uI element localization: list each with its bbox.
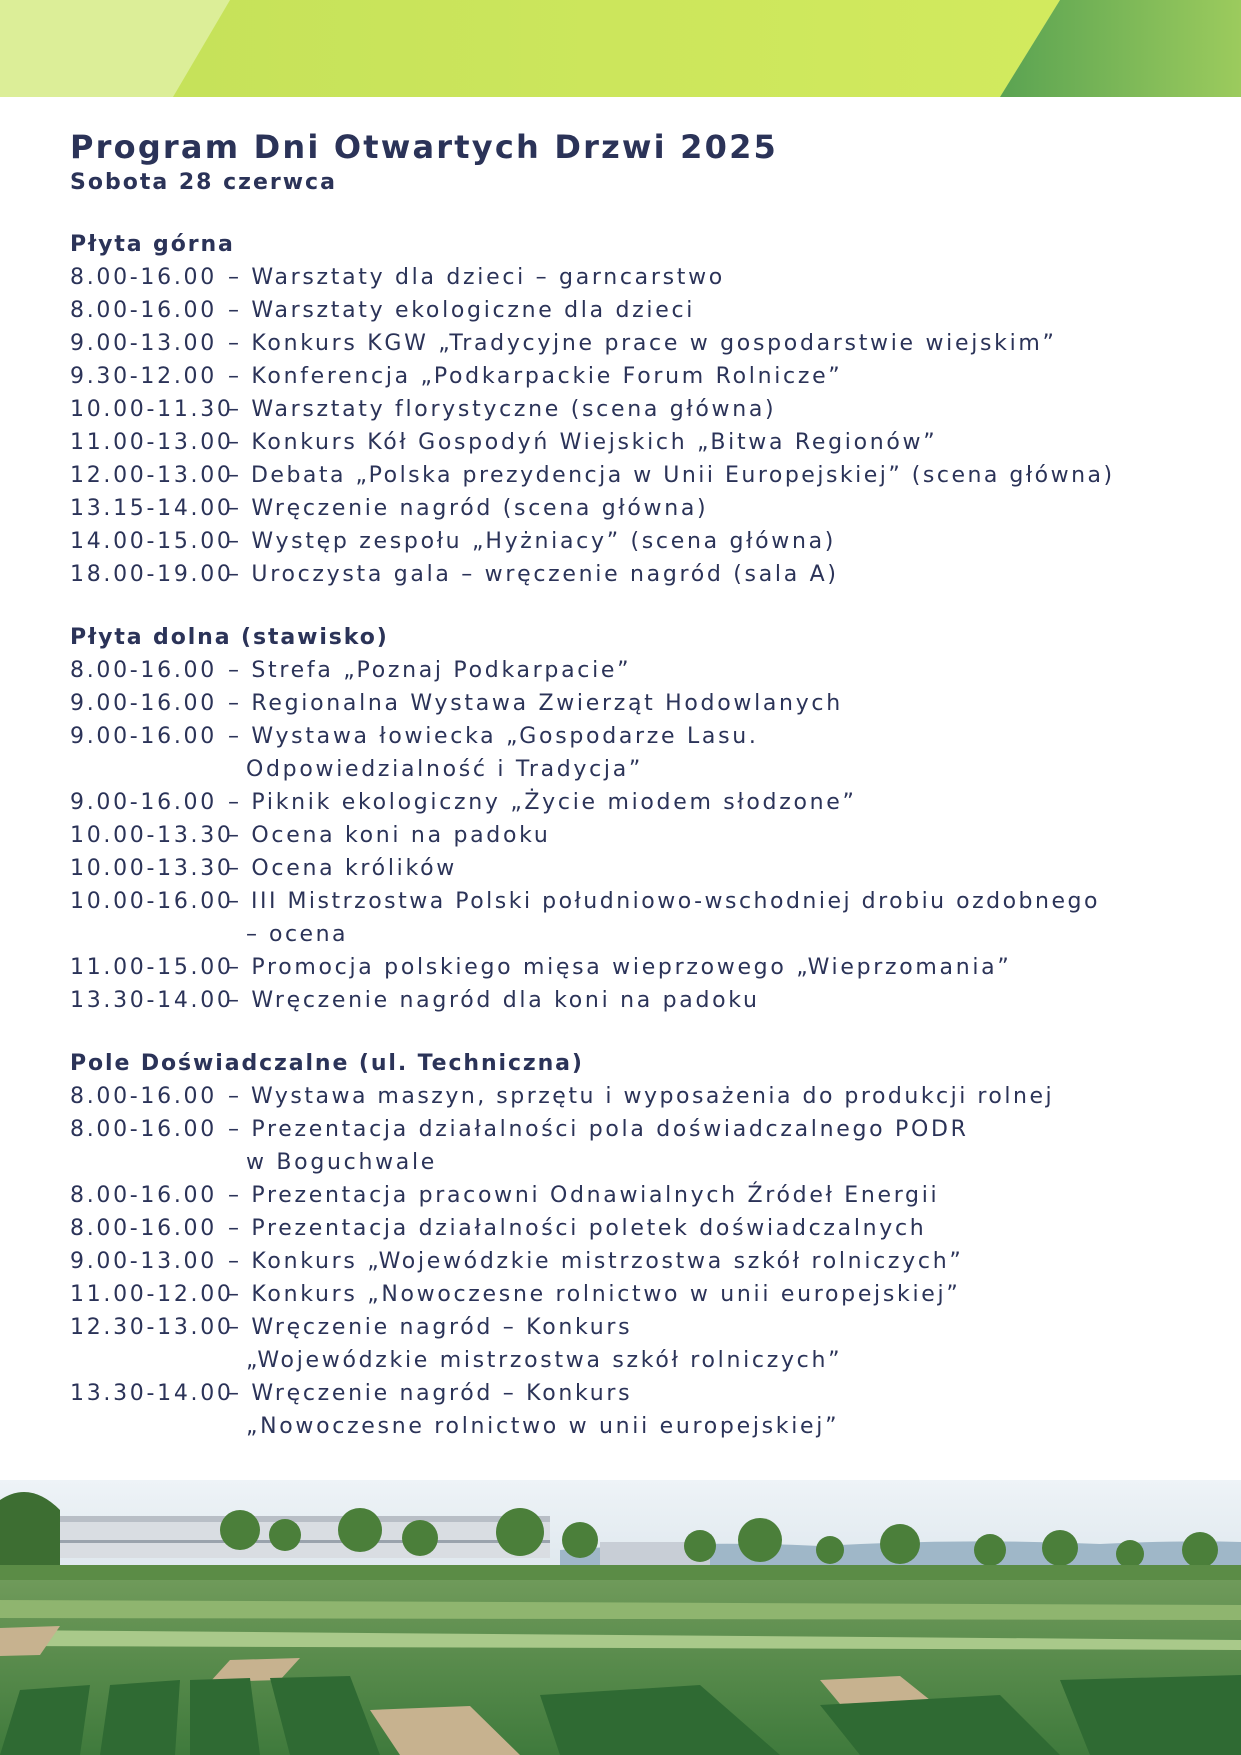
row-time: 12.30-13.00 [70,1315,234,1340]
row-text: – Warsztaty ekologiczne dla dzieci [228,298,696,323]
row-time: 8.00-16.00 [70,1084,217,1109]
section-pole-doswiadczalne [70,1047,1220,1443]
schedule-row [70,426,1220,459]
row-time: 9.00-16.00 [70,790,217,815]
row-time: 11.00-12.00 [70,1282,234,1307]
row-text: – Wystawa maszyn, sprzętu i wyposażenia do produkcji rolnej [228,1084,1055,1109]
schedule-row [70,459,1220,492]
schedule-row [70,1245,1220,1278]
row-time: 9.00-16.00 [70,691,217,716]
schedule-row [70,393,1220,426]
section-plyta-dolna [70,621,1220,1017]
schedule-row [70,984,1220,1017]
schedule-row [70,852,1220,885]
page-subtitle: Sobota 28 czerwca [70,170,337,195]
schedule-row [70,951,1220,984]
row-text: – Ocena koni na padoku [228,823,551,848]
schedule-row [70,525,1220,558]
row-text: – Wręczenie nagród dla koni na padoku [228,988,760,1013]
row-time: 10.00-13.30 [70,856,234,881]
schedule-row [70,558,1220,591]
schedule-row [70,687,1220,720]
row-time: 9.00-13.00 [70,331,217,356]
schedule-row [70,1113,1220,1179]
row-time: 11.00-15.00 [70,955,234,980]
section-title: Płyta dolna (stawisko) [70,625,389,650]
row-time: 8.00-16.00 [70,1216,217,1241]
schedule-row [70,819,1220,852]
row-time: 10.00-13.30 [70,823,234,848]
schedule-row [70,786,1220,819]
row-text: – Wystawa łowiecka „Gospodarze Lasu. [228,724,759,749]
schedule-row [70,1311,1220,1377]
row-text: – Konkurs „Wojewódzkie mistrzostwa szkół rolniczych” [228,1249,964,1274]
row-text-continuation: „Wojewódzkie mistrzostwa szkół rolniczych” [246,1348,843,1373]
row-text: – Konkurs „Nowoczesne rolnictwo w unii europejskiej” [228,1282,961,1307]
row-text: – Występ zespołu „Hyżniacy” (scena główna) [228,529,837,554]
row-text-continuation: w Boguchwale [246,1150,438,1175]
schedule-row [70,261,1220,294]
row-text: – Wręczenie nagród – Konkurs [228,1315,633,1340]
row-time: 8.00-16.00 [70,658,217,683]
row-text-block [228,1113,969,1179]
row-text: – Prezentacja działalności poletek doświadczalnych [228,1216,927,1241]
row-time: 8.00-16.00 [70,1117,217,1142]
row-text: – Prezentacja pracowni Odnawialnych Źródeł Energii [228,1183,940,1208]
row-time: 11.00-13.00 [70,430,234,455]
row-text: – Wręczenie nagród (scena główna) [228,496,709,521]
row-time: 13.30-14.00 [70,1381,234,1406]
row-text: – Piknik ekologiczny „Życie miodem słodzone” [228,790,857,815]
row-text-continuation: – ocena [246,922,349,947]
row-text: – Wręczenie nagród – Konkurs [228,1381,633,1406]
header-banner [0,0,1241,97]
row-text: – Warsztaty dla dzieci – garncarstwo [228,265,725,290]
schedule-row [70,492,1220,525]
row-text: – Strefa „Poznaj Podkarpacie” [228,658,632,683]
schedule-row [70,294,1220,327]
row-time: 13.15-14.00 [70,496,234,521]
row-text-block [228,720,759,786]
row-text: – Debata „Polska prezydencja w Unii Europejskiej” (scena główna) [228,463,1115,488]
row-text: – Konferencja „Podkarpackie Forum Rolnicze” [228,364,843,389]
schedule-row [70,1377,1220,1443]
row-time: 13.30-14.00 [70,988,234,1013]
section-title: Płyta górna [70,232,235,257]
schedule-row [70,1212,1220,1245]
row-text-continuation: Odpowiedzialność i Tradycja” [246,757,644,782]
row-time: 8.00-16.00 [70,265,217,290]
row-text: – Konkurs Kół Gospodyń Wiejskich „Bitwa Regionów” [228,430,938,455]
row-time: 18.00-19.00 [70,562,234,587]
page-title: Program Dni Otwartych Drzwi 2025 [70,128,779,166]
row-time: 12.00-13.00 [70,463,234,488]
row-text-continuation: „Nowoczesne rolnictwo w unii europejskiej” [246,1414,840,1439]
row-time: 8.00-16.00 [70,298,217,323]
schedule-row [70,1080,1220,1113]
schedule-row [70,360,1220,393]
row-time: 8.00-16.00 [70,1183,217,1208]
field-photo [0,1480,1241,1755]
row-time: 14.00-15.00 [70,529,234,554]
row-time: 10.00-16.00 [70,889,234,914]
row-text: – Prezentacja działalności pola doświadczalnego PODR [228,1117,969,1142]
section-title: Pole Doświadczalne (ul. Techniczna) [70,1051,584,1076]
schedule-row [70,1179,1220,1212]
row-text-block [228,1377,839,1443]
schedule-row [70,654,1220,687]
row-text: – Uroczysta gala – wręczenie nagród (sala A) [228,562,839,587]
row-text: – Warsztaty florystyczne (scena główna) [228,397,777,422]
row-text-block [228,885,1100,951]
row-time: 9.30-12.00 [70,364,217,389]
row-time: 9.00-16.00 [70,724,217,749]
row-text: – Regionalna Wystawa Zwierząt Hodowlanych [228,691,843,716]
row-text-block [228,1311,842,1377]
row-text: – Promocja polskiego mięsa wieprzowego „Wieprzomania” [228,955,1012,980]
schedule-row [70,1278,1220,1311]
schedule-row [70,327,1220,360]
row-text: – III Mistrzostwa Polski południowo-wschodniej drobiu ozdobnego [228,889,1100,914]
row-time: 10.00-11.30 [70,397,234,422]
program-content [70,126,1220,1443]
section-plyta-gorna [70,228,1220,591]
row-time: 9.00-13.00 [70,1249,217,1274]
row-text: – Konkurs KGW „Tradycyjne prace w gospodarstwie wiejskim” [228,331,1057,356]
row-text: – Ocena królików [228,856,457,881]
schedule-row [70,720,1220,786]
schedule-row [70,885,1220,951]
